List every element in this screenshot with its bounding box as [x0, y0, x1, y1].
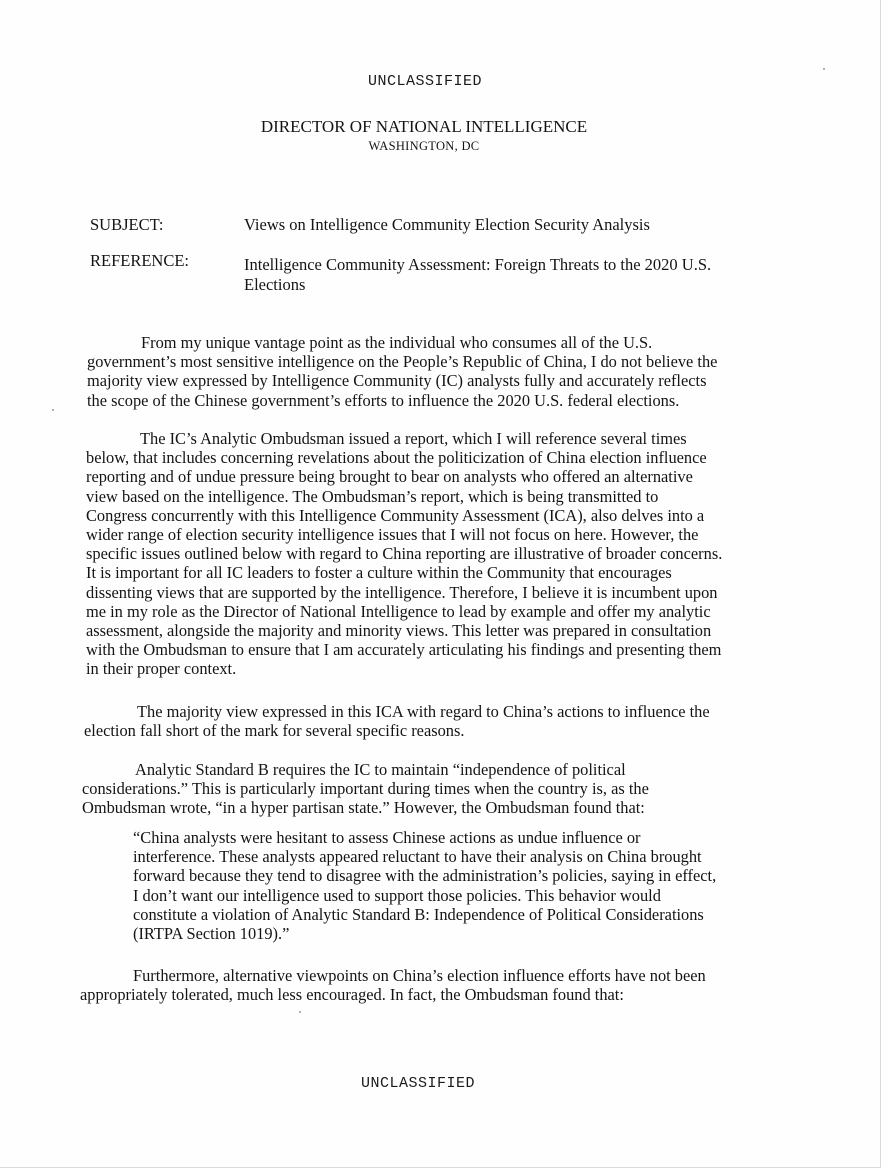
paragraph-2: [86, 429, 722, 679]
classification-top: UNCLASSIFIED: [367, 73, 483, 90]
text-line: wider range of election security intelligence issues that I will not focus on here. However, the: [86, 525, 699, 545]
subject-value: Views on Intelligence Community Election Security Analysis: [244, 215, 650, 234]
text-line: Congress concurrently with this Intelligence Community Assessment (ICA), also delves into a: [86, 505, 705, 525]
reference-label: REFERENCE:: [90, 251, 190, 270]
text-line: From my unique vantage point as the individual who consumes all of the U.S.: [141, 333, 653, 352]
text-line: The IC’s Analytic Ombudsman issued a report, which I will reference several times: [140, 429, 687, 448]
text-line: considerations.” This is particularly important during times when the country is, as the: [82, 779, 649, 799]
text-line: (IRTPA Section 1019).”: [133, 924, 290, 944]
text-line: “China analysts were hesitant to assess Chinese actions as undue influence or: [133, 828, 641, 847]
scan-speck: [299, 1011, 301, 1013]
paragraph-4: [82, 760, 649, 818]
text-line: in their proper context.: [86, 659, 237, 679]
reference-value: [244, 255, 711, 295]
text-line: constitute a violation of Analytic Standard B: Independence of Political Considerations: [133, 904, 704, 924]
text-line: Ombudsman wrote, “in a hyper partisan state.” However, the Ombudsman found that:: [82, 798, 645, 818]
text-line: election fall short of the mark for several specific reasons.: [84, 721, 465, 741]
text-line: dissenting views that are supported by the intelligence. Therefore, I believe it is incumbent upon: [86, 582, 718, 602]
text-line: interference. These analysts appeared reluctant to have their analysis on China brought: [133, 847, 702, 867]
office-title: DIRECTOR OF NATIONAL INTELLIGENCE: [260, 117, 588, 136]
text-line: forward because they tend to disagree with the administration’s policies, saying in effect,: [133, 866, 717, 886]
paragraph-1: [87, 333, 717, 410]
text-line: majority view expressed by Intelligence Community (IC) analysts fully and accurately reflects: [87, 371, 707, 391]
text-line: assessment, alongside the majority and minority views. This letter was prepared in consultation: [86, 621, 712, 641]
text-line: specific issues outlined below with regard to China reporting are illustrative of broader concerns.: [86, 544, 723, 564]
scan-speck: [52, 409, 54, 411]
text-line: appropriately tolerated, much less encouraged. In fact, the Ombudsman found that:: [80, 985, 624, 1005]
classification-bottom: UNCLASSIFIED: [360, 1075, 476, 1092]
text-line: It is important for all IC leaders to foster a culture within the Community that encourages: [86, 563, 672, 583]
paragraph-5: [80, 966, 706, 1004]
block-quote: [133, 828, 716, 943]
text-line: view based on the intelligence. The Ombudsman’s report, which is being transmitted to: [86, 486, 659, 506]
paragraph-3: [84, 702, 710, 740]
text-line: with the Ombudsman to ensure that I am accurately articulating his findings and presenting them: [86, 640, 722, 660]
text-line: me in my role as the Director of National Intelligence to lead by example and offer my analytic: [86, 601, 711, 621]
text-line: government’s most sensitive intelligence on the People’s Republic of China, I do not believe the: [87, 352, 718, 372]
text-line: The majority view expressed in this ICA with regard to China’s actions to influence the: [137, 702, 710, 721]
text-line: Furthermore, alternative viewpoints on China’s election influence efforts have not been: [133, 966, 706, 985]
text-line: below, that includes concerning revelations about the politicization of China election influence: [86, 448, 707, 468]
subject-label: SUBJECT:: [90, 215, 164, 234]
office-location: WASHINGTON, DC: [368, 139, 480, 153]
text-line: the scope of the Chinese government’s efforts to influence the 2020 U.S. federal elections.: [87, 390, 680, 410]
reference-line: Elections: [244, 275, 306, 294]
reference-line: Intelligence Community Assessment: Foreign Threats to the 2020 U.S.: [244, 255, 712, 274]
text-line: I don’t want our intelligence used to support those policies. This behavior would: [133, 885, 661, 905]
text-line: Analytic Standard B requires the IC to maintain “independence of political: [135, 760, 626, 779]
scan-speck: [823, 68, 825, 70]
text-line: reporting and of undue pressure being brought to bear on analysts who offered an alternative: [86, 467, 693, 487]
